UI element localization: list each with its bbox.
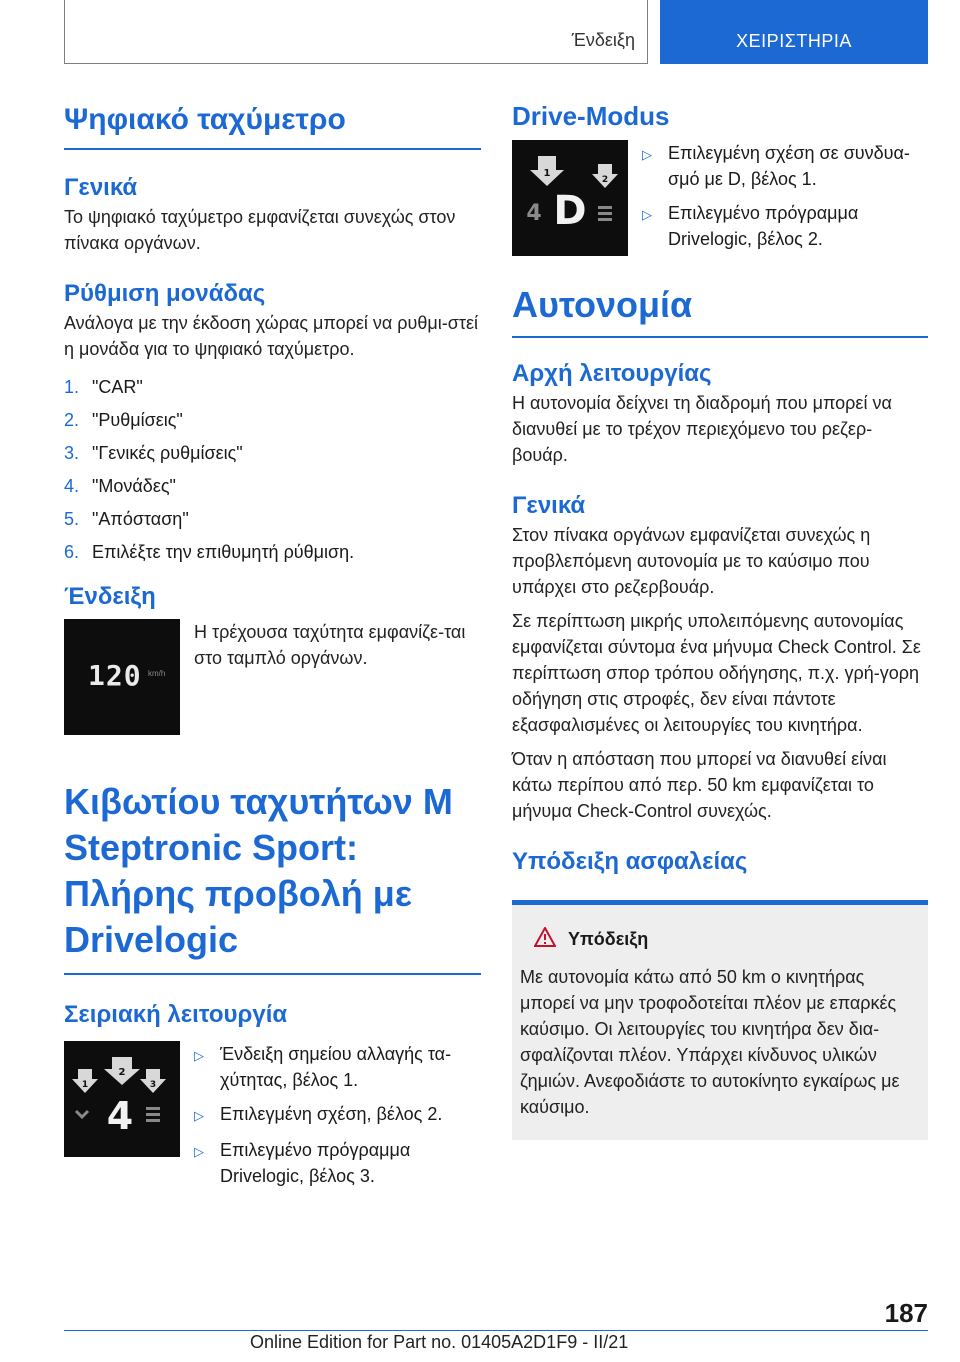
svg-text:2: 2 [601, 175, 609, 185]
page-header [64, 0, 928, 66]
warning-text: Με αυτονομία κάτω από 50 km ο κινητήρας μπορεί να μην τροφοδοτείται πλέον με επαρκές καύσιμο. Οι λειτουργίες του κινητήρα δεν δια-σφαλίζονται πλέον. Υπάρχει κίνδυνος υλικών ζημιών. Ανεφοδιάστε το αυτοκίνητο εγκαίρως με καύσιμο. [520, 967, 900, 1117]
svg-text:1: 1 [543, 168, 551, 179]
safety-section [512, 846, 928, 1140]
general-text: Το ψηφιακό ταχύμετρο εμφανίζεται συνεχώς στον πίνακα οργάνων. [64, 207, 456, 253]
units-section [64, 278, 481, 565]
general2-section [512, 490, 928, 824]
svg-text:3: 3 [149, 1080, 157, 1090]
step-item [64, 539, 481, 565]
display-figure-row [64, 619, 481, 735]
warning-title: Υπόδειξη [568, 929, 649, 949]
chapter-tab: ΧΕΙΡΙΣΤΗΡΙΑ [660, 0, 928, 64]
units-steps [64, 374, 481, 565]
svg-text:1: 1 [81, 1080, 89, 1090]
general-section [64, 172, 481, 256]
display-section [64, 581, 481, 735]
list-item [642, 200, 928, 252]
general2-paragraph: Σε περίπτωση μικρής υπολειπόμενης αυτονομίας εμφανίζεται σύντομα ένα μήνυμα Check Control. Σε περίπτωση σπορ τρόπου οδήγησης, π.χ. γρή-γορη οδήγηση στις στροφές, δεν είναι πάντοτε εξασφαλισμένες οι λειτουργίες του κινητήρα. [512, 611, 921, 735]
serial-figure-row [64, 1041, 481, 1197]
serial-bullets [194, 1041, 481, 1189]
list-item [194, 1101, 481, 1129]
range-title: Αυτονομία [512, 284, 693, 325]
principle-text: Η αυτονομία δείχνει τη διαδρομή που μπορεί να διανυθεί με το τρέχον περιεχόμενο του ρεζερ-βουάρ. [512, 393, 892, 465]
list-item [194, 1041, 481, 1093]
speed-unit: km/h [148, 669, 166, 678]
warning-header [520, 927, 920, 952]
general2-heading: Γενικά [512, 492, 586, 519]
step-text: "Ρυθμίσεις" [92, 410, 183, 430]
step-text: "Μονάδες" [92, 476, 176, 496]
triangle-right-icon: ▷ [642, 207, 652, 222]
drive-indicator-graphic [512, 140, 628, 256]
step-number: 1. [64, 377, 80, 397]
serial-heading: Σειριακή λειτουργία [64, 1001, 288, 1028]
bullet-text: Ένδειξη σημείου αλλαγής τα-χύτητας, βέλος 1. [220, 1044, 452, 1090]
gearbox-section [64, 779, 481, 1197]
triangle-right-icon: ▷ [194, 1144, 204, 1159]
gear-indicator-graphic [64, 1041, 180, 1157]
page-number: 187 [884, 1298, 928, 1328]
step-text: "CAR" [92, 377, 143, 397]
step-number: 4. [64, 476, 80, 496]
step-item [64, 440, 481, 466]
warning-box [512, 900, 928, 1140]
principle-section [512, 358, 928, 468]
step-item [64, 374, 481, 400]
display-heading: Ένδειξη [64, 583, 156, 610]
step-number: 2. [64, 410, 80, 430]
gearbox-title: Κιβωτίου ταχυτήτων M Steptronic Sport: Πλήρης προβολή με Drivelogic [64, 781, 453, 960]
step-item [64, 506, 481, 532]
title-rule [64, 148, 481, 150]
drive-mode-image [512, 140, 628, 256]
units-heading: Ρύθμιση μονάδας [64, 280, 266, 307]
drive-figure-row [512, 140, 928, 260]
display-text: Η τρέχουσα ταχύτητα εμφανίζε-ται στο ταμπλό οργάνων. [194, 622, 466, 668]
general-heading: Γενικά [64, 174, 138, 201]
page-title: Ψηφιακό ταχύμετρο [64, 103, 346, 136]
speed-display-image [64, 619, 180, 735]
step-text: "Απόσταση" [92, 509, 189, 529]
general2-paragraph: Όταν η απόσταση που μπορεί να διανυθεί είναι κάτω περίπου από περ. 50 km εμφανίζεται το μήνυμα Check-Control συνεχώς. [512, 749, 887, 821]
bullet-text: Επιλεγμένο πρόγραμμα Drivelogic, βέλος 3. [220, 1140, 411, 1186]
svg-text:2: 2 [118, 1067, 126, 1078]
triangle-right-icon: ▷ [194, 1048, 204, 1063]
serial-mode-image [64, 1041, 180, 1157]
step-text: "Γενικές ρυθμίσεις" [92, 443, 243, 463]
general2-paragraph: Στον πίνακα οργάνων εμφανίζεται συνεχώς η προβλεπόμενη αυτονομία με το καύσιμο που υπάρχει στο ρεζερβουάρ. [512, 525, 871, 597]
step-item [64, 407, 481, 433]
bullet-text: Επιλεγμένο πρόγραμμα Drivelogic, βέλος 2. [668, 203, 859, 249]
safety-heading: Υπόδειξη ασφαλείας [512, 848, 748, 875]
left-column [64, 100, 481, 1197]
right-column [512, 100, 928, 1140]
step-number: 6. [64, 542, 80, 562]
drive-bullets [642, 140, 928, 252]
range-rule [512, 336, 928, 338]
list-item [642, 140, 928, 192]
step-number: 3. [64, 443, 80, 463]
footer-rule [64, 1330, 928, 1331]
bullet-text: Επιλεγμένη σχέση σε συνδυα-σμό με D, βέλος 1. [668, 143, 910, 189]
triangle-right-icon: ▷ [642, 147, 652, 162]
gearbox-rule [64, 973, 481, 975]
list-item [194, 1137, 481, 1189]
speed-value: 120 [88, 659, 142, 692]
svg-text:4: 4 [106, 1094, 134, 1138]
range-section [512, 282, 928, 338]
principle-heading: Αρχή λειτουργίας [512, 360, 712, 387]
step-item [64, 473, 481, 499]
warning-triangle-icon [534, 927, 556, 952]
svg-text:D: D [553, 188, 587, 234]
drive-heading: Drive-Modus [512, 101, 670, 131]
svg-text:4: 4 [526, 201, 542, 226]
bullet-text: Επιλεγμένη σχέση, βέλος 2. [220, 1104, 443, 1124]
triangle-right-icon: ▷ [194, 1108, 204, 1123]
units-text: Ανάλογα με την έκδοση χώρας μπορεί να ρυθμι-στεί η μονάδα για το ψηφιακό ταχύμετρο. [64, 313, 478, 359]
step-number: 5. [64, 509, 80, 529]
section-label: Ένδειξη [64, 0, 648, 64]
footer-edition: Online Edition for Part no. 01405A2D1F9 - II/21 [250, 1332, 629, 1352]
step-text: Επιλέξτε την επιθυμητή ρύθμιση. [92, 542, 355, 562]
